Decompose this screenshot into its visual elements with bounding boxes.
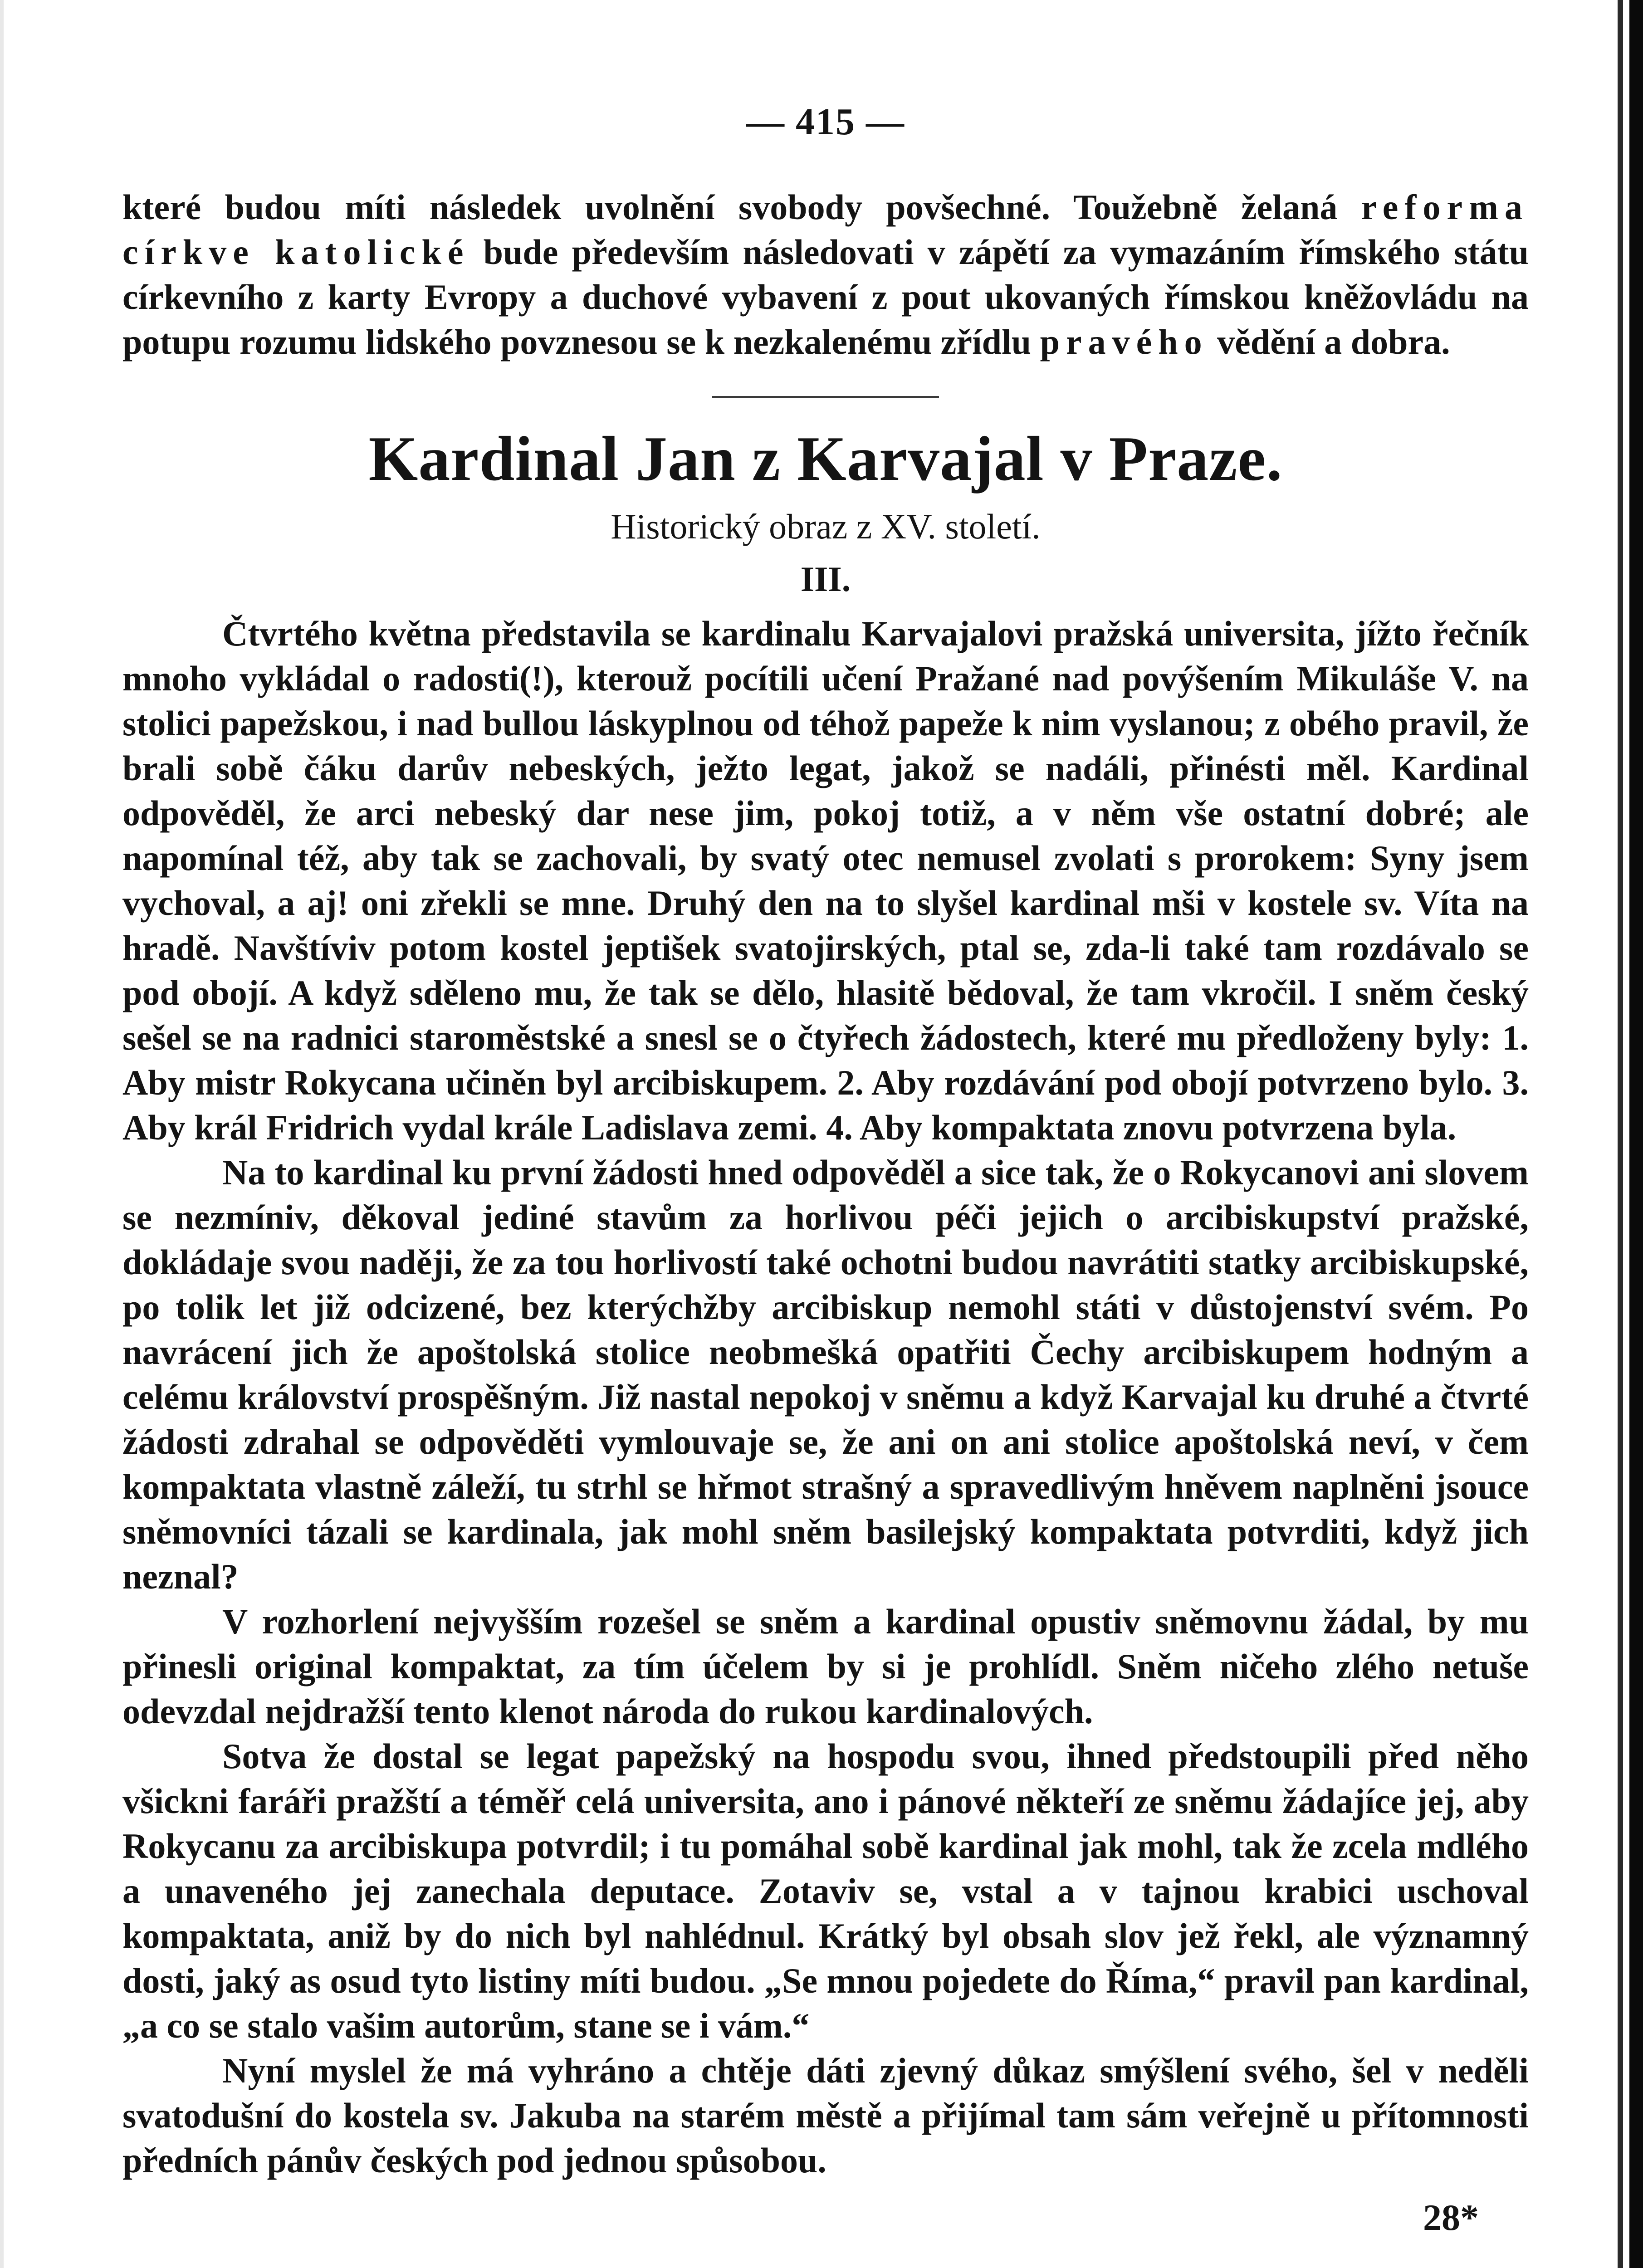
opening-paragraph [122,185,1529,364]
signature-mark: 28* [1423,2197,1479,2238]
section-divider [712,396,939,398]
page-number: — 415 — [746,101,905,143]
opening-text-1: které budou míti následek uvolnění svobody povšechné. Toužebně želaná [122,187,1361,227]
section-number: III. [800,559,851,599]
paragraph-5: Nyní myslel že má vyhráno a chtěje dáti zjevný důkaz smýšlení svého, šel v neděli svatodušní do kostela sv. Jakuba na starém městě a přijímal tam sám veřejně u přítomnosti předních pánův českých pod jednou spůsobou. [122,2051,1529,2180]
scan-edge-right-inner [1618,0,1623,2268]
scan-edge-left [0,0,4,2268]
paragraph-3: V rozhorlení nejvyšším rozešel se sněm a kardinal opustiv sněmovnu žádal, by mu přinesli original kompaktat, za tím účelem by si je prohlídl. Sněm ničeho zlého netuše odevzdal nejdražší tento klenot národa do rukou kardinalových. [122,1602,1529,1731]
opening-spaced-2: pravého [1040,322,1208,362]
article-subtitle: Historický obraz z XV. století. [611,507,1041,546]
scan-edge-right [1629,0,1643,2268]
page-content [122,100,1529,2239]
paragraph-1: Čtvrtého května představila se kardinalu Karvajalovi pražská universita, jížto řečník mnoho vykládal o radosti(!), kterouž pocítili učení Pražané nad povýšením Mikuláše V. na stolici papežskou, i nad bullou láskyplnou od téhož papeže k nim vyslanou; z obého pravil, že brali sobě čáku darův nebeských, ježto legat, jakož se nadáli, přinésti měl. Kardinal odpověděl, že arci nebeský dar nese jim, pokoj totiž, a v něm vše ostatní dobré; ale napomínal též, aby tak se zachovali, by svatý otec nemusel zvolati s prorokem: Syny jsem vychoval, a aj! oni zřekli se mne. Druhý den na to slyšel kardinal mši v kostele sv. Víta na hradě. Navštíviv potom kostel jeptišek svatojirských, ptal se, zda-li také tam rozdávalo se pod obojí. A když sděleno mu, že tak se dělo, hlasitě bědoval, že tam vkročil. I sněm český sešel se na radnici staroměstské a snesl se o čtyřech žádostech, které mu předloženy byly: 1. Aby mistr Rokycana učiněn byl arcibiskupem. 2. Aby rozdávání pod obojí potvrzeno bylo. 3. Aby král Fridrich vydal krále Ladislava zemi. 4. Aby kompaktata znovu potvrzena byla. [122,614,1529,1147]
opening-text-2: bude především následovati v zápětí za vymazáním římského státu církevního z karty Evropy a duchové vybavení z pout ukovaných římskou kněžovládu na potupu rozumu lidského povznesou se k nezkalenému zřídlu [122,232,1529,362]
opening-text-3: vědění a dobra. [1208,322,1450,362]
paragraph-4: Sotva že dostal se legat papežský na hospodu svou, ihned předstoupili před něho všickni faráři pražští a téměř celá universita, ano i pánové někteří ze sněmu žádajíce jej, aby Rokycanu za arcibiskupa potvrdil; i tu pomáhal sobě kardinal jak mohl, tak že zcela mdlého a unaveného jej zanechala deputace. Zotaviv se, vstal a v tajnou krabici uschoval kompaktata, aniž by do nich byl nahlédnul. Krátký byl obsah slov jež řekl, ale významný dosti, jaký as osud tyto listiny míti budou. „Se mnou pojedete do Říma,“ pravil pan kardinal, „a co se stalo vašim autorům, stane se i vám.“ [122,1736,1529,2045]
paragraph-2: Na to kardinal ku první žádosti hned odpověděl a sice tak, že o Rokycanovi ani slovem se nezmíniv, děkoval jediné stavům za horlivou péči jejich o arcibiskupství pražské, dokládaje svou naději, že za tou horlivostí také ochotni budou navrátiti statky arcibiskupské, po tolik let již odcizené, bez kterýchžby arcibiskup nemohl státi v důstojenství svém. Po navrácení jich že apoštolská stolice neobmešká opatřiti Čechy arcibiskupem hodným a celému království prospěšným. Již nastal nepokoj v sněmu a když Karvajal ku druhé a čtvrté žádosti zdrahal se odpověděti vymlouvaje se, že ani on ani stolice apoštolská neví, v čem kompaktata vlastně záleží, tu strhl se hřmot strašný a spravedlivým hněvem naplněni jsouce sněmovníci tázali se kardinala, jak mohl sněm basilejský kompaktata potvrditi, když jich neznal? [122,1153,1529,1596]
article-title: Kardinal Jan z Karvajal v Praze. [368,424,1283,494]
opening-spaced-1: reforma církve katolické [122,187,1529,272]
